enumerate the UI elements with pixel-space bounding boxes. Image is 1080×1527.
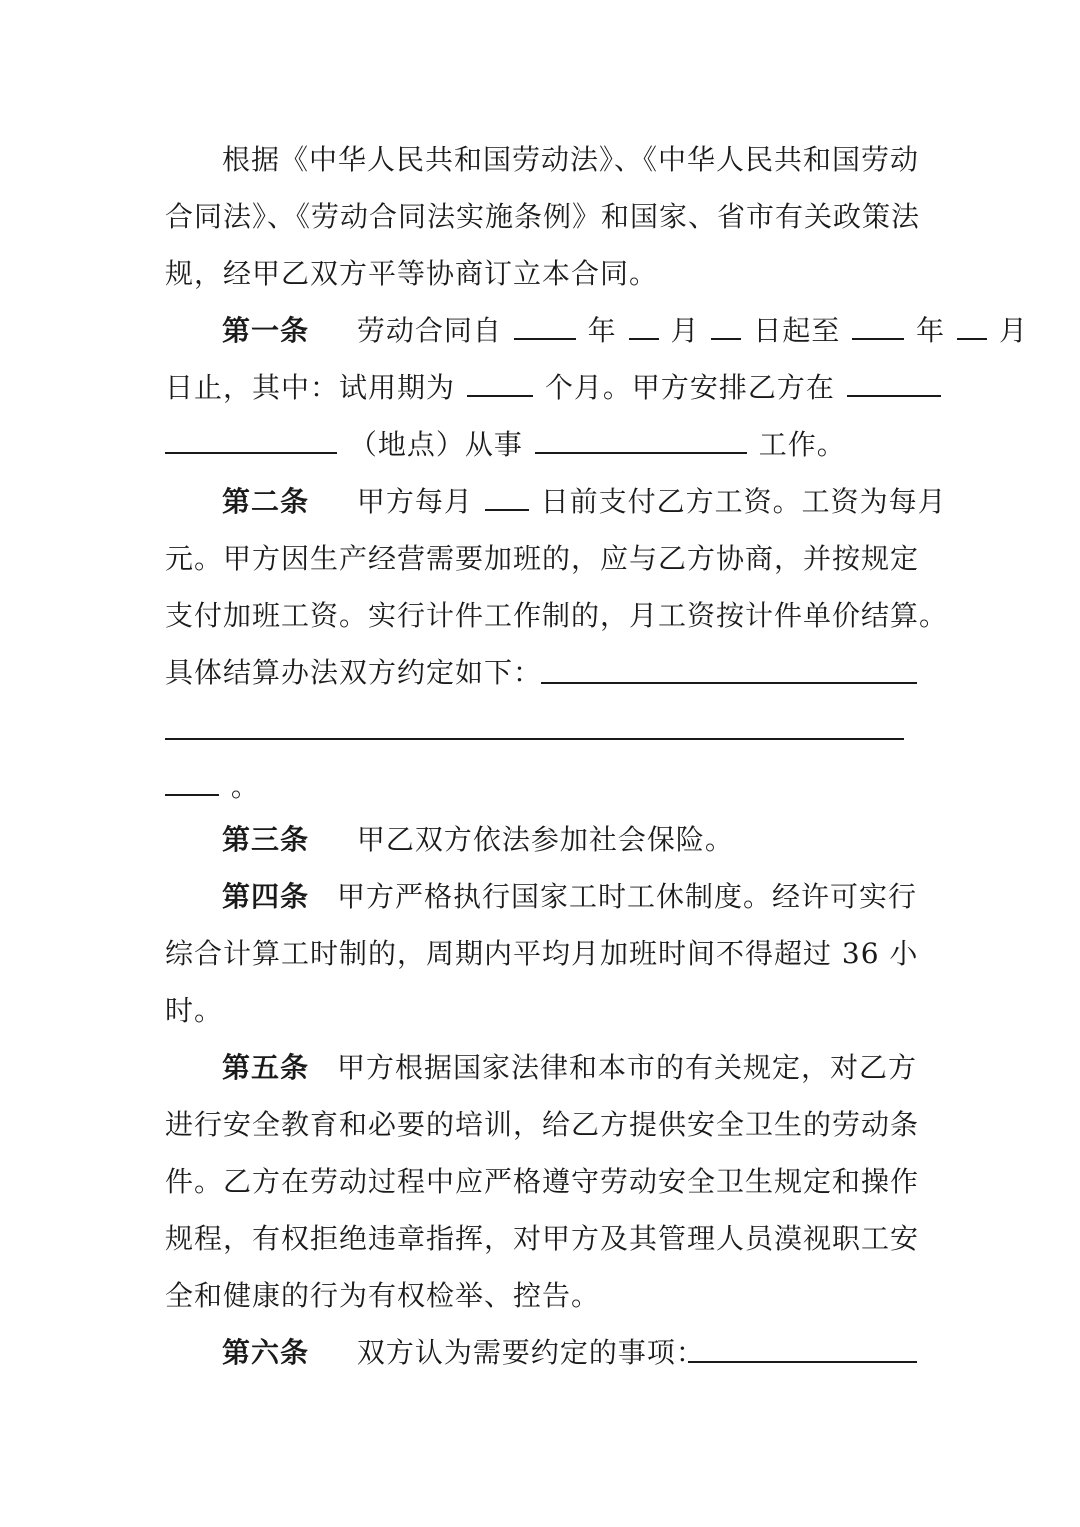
agreed-matters-blank[interactable] (688, 1361, 917, 1363)
end-month-blank[interactable] (957, 312, 987, 340)
article2-end: 。 (230, 770, 260, 803)
article4-text-3: 时。 (165, 994, 224, 1027)
preamble-text-3: 规，经甲乙双方平等协商订立本合同。 (165, 257, 659, 290)
article4-line-3 (165, 991, 917, 1031)
article1-text-10: 工作。 (758, 428, 846, 461)
article1-text-6: 月 (998, 314, 1028, 347)
article6-line-1 (222, 1333, 917, 1373)
preamble-text-1: 根据《中华人民共和国劳动法》、《中华人民共和国劳动 (222, 143, 920, 176)
settlement-blank-3[interactable] (165, 768, 219, 796)
preamble-line-1 (222, 140, 920, 180)
article1-heading: 第一条 (222, 314, 310, 347)
article5-text-4: 规程，有权拒绝违章指挥，对甲方及其管理人员漠视职工安 (165, 1222, 920, 1255)
article5-text-3: 件。乙方在劳动过程中应严格遵守劳动安全卫生规定和操作 (165, 1165, 920, 1198)
article5-heading: 第五条 (222, 1051, 310, 1084)
article1-text-4: 日起至 (753, 314, 841, 347)
article2-heading: 第二条 (222, 485, 310, 518)
article1-text-7: 日止，其中：试用期为 (165, 371, 456, 404)
article1-text-8: 个月。甲方安排乙方在 (544, 371, 835, 404)
article1-line-2 (165, 368, 917, 408)
article2-line-4 (165, 653, 917, 693)
article1-text-1: 劳动合同自 (356, 314, 502, 347)
article2-text-5: 具体结算办法双方约定如下： (165, 656, 543, 689)
job-blank[interactable] (535, 426, 747, 454)
article5-text-5: 全和健康的行为有权检举、控告。 (165, 1279, 601, 1312)
article2-text-4: 支付加班工资。实行计件工作制的，月工资按计件单价结算。 (165, 599, 949, 632)
probation-months-blank[interactable] (467, 369, 533, 397)
article2-text-1: 甲方每月 (356, 485, 473, 518)
start-year-blank[interactable] (514, 312, 576, 340)
article1-text-5: 年 (916, 314, 946, 347)
article5-line-5 (165, 1276, 917, 1316)
settlement-blank-2[interactable] (165, 738, 904, 740)
preamble-line-2 (165, 197, 921, 237)
article4-text: 甲方严格执行国家工时工休制度。经许可实行 (336, 880, 917, 913)
article3-line-1 (222, 820, 917, 860)
article3-text: 甲乙双方依法参加社会保险。 (356, 823, 734, 856)
start-month-blank[interactable] (629, 312, 659, 340)
article6-text: 双方认为需要约定的事项： (356, 1336, 705, 1369)
work-location-blank-2[interactable] (165, 426, 337, 454)
article1-line-3 (165, 425, 917, 465)
start-day-blank[interactable] (711, 312, 741, 340)
article5-text-2: 进行安全教育和必要的培训，给乙方提供安全卫生的劳动条 (165, 1108, 920, 1141)
article4-text-2: 综合计算工时制的，周期内平均月加班时间不得超过 36 小 (165, 937, 919, 970)
article2-line-6 (165, 767, 917, 807)
preamble-text-2: 合同法》、《劳动合同法实施条例》和国家、省市有关政策法 (165, 200, 921, 233)
article2-text-3: 元。甲方因生产经营需要加班的，应与乙方协商，并按规定 (165, 542, 920, 575)
article3-heading: 第三条 (222, 823, 310, 856)
pay-day-blank[interactable] (485, 483, 529, 511)
article2-line-2 (165, 539, 920, 579)
article1-text-2: 年 (587, 314, 617, 347)
article1-line-1 (222, 311, 1028, 351)
article1-text-3: 月 (670, 314, 700, 347)
article2-line-1 (222, 482, 947, 522)
settlement-blank-1[interactable] (541, 682, 917, 684)
article5-line-4 (165, 1219, 920, 1259)
article4-heading: 第四条 (222, 880, 310, 913)
article4-line-2 (165, 934, 917, 974)
article1-text-9: （地点）从事 (348, 428, 523, 461)
article6-heading: 第六条 (222, 1336, 310, 1369)
article5-line-1 (222, 1048, 917, 1088)
article2-line-3 (165, 596, 949, 636)
article5-text: 甲方根据国家法律和本市的有关规定，对乙方 (336, 1051, 917, 1084)
article4-line-1 (222, 877, 917, 917)
preamble-line-3 (165, 254, 917, 294)
article5-line-3 (165, 1162, 920, 1202)
article5-line-2 (165, 1105, 920, 1145)
end-year-blank[interactable] (852, 312, 904, 340)
work-location-blank-1[interactable] (847, 369, 941, 397)
article2-text-2: 日前支付乙方工资。工资为每月 (540, 485, 947, 518)
